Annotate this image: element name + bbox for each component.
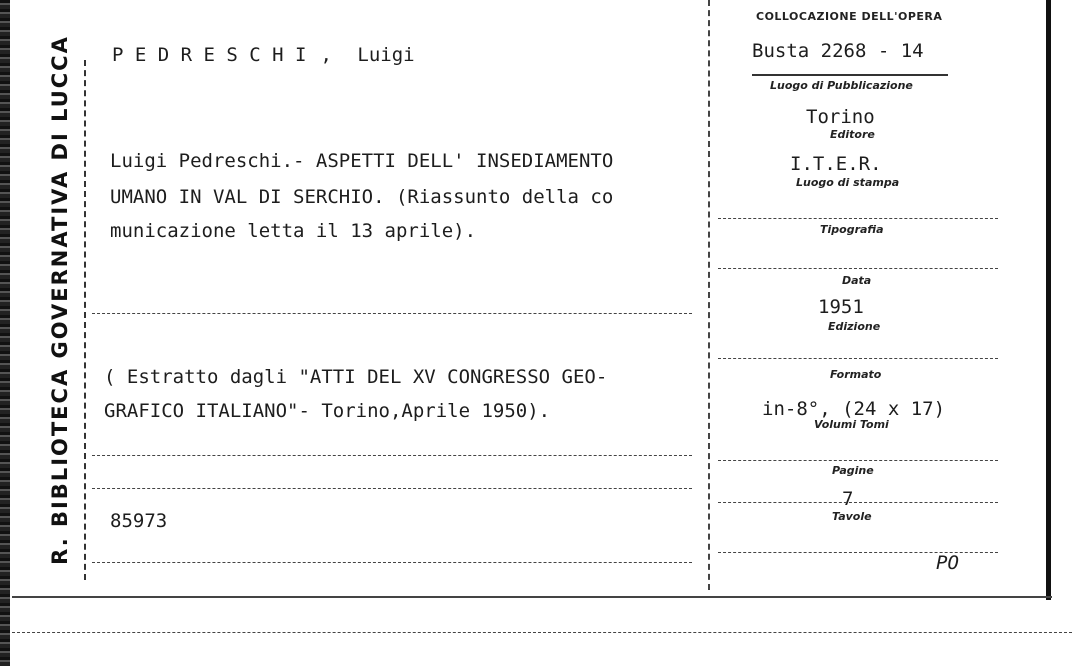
inventory-number: 85973 [110, 510, 168, 532]
rule-line [92, 313, 692, 314]
title-line-2: UMANO IN VAL DI SERCHIO. (Riassunto della co [110, 186, 614, 208]
label-volumi-tomi: Volumi Tomi [814, 418, 889, 431]
author-surname: P E D R E S C H I [112, 44, 307, 66]
rule-line [92, 455, 692, 456]
title-line-3: municazione letta il 13 aprile). [110, 220, 477, 242]
panel-divider [708, 0, 710, 590]
label-tipografia: Tipografia [820, 223, 884, 236]
label-luogo-stampa: Luogo di stampa [796, 176, 900, 189]
author-separator: , [320, 44, 332, 66]
rule-line [718, 502, 998, 503]
scan-edge-left [0, 0, 10, 666]
card-lower-rule [12, 632, 1072, 633]
rule-line [718, 218, 998, 219]
label-formato: Formato [830, 368, 882, 381]
value-editore: I.T.E.R. [790, 153, 882, 175]
collocation-header: COLLOCAZIONE DELL'OPERA [756, 10, 943, 23]
library-side-label: R. BIBLIOTECA GOVERNATIVA DI LUCCA [48, 35, 72, 565]
value-data: 1951 [818, 296, 864, 318]
card-bottom-edge [12, 596, 1052, 598]
rule-line [718, 268, 998, 269]
title-line-1: Luigi Pedreschi.- ASPETTI DELL' INSEDIAMENTO [110, 150, 614, 172]
margin-line [84, 60, 86, 580]
label-data: Data [842, 274, 872, 287]
value-formato: in-8°, (24 x 17) [762, 398, 946, 420]
scan-edge-right [1046, 0, 1051, 600]
value-sigla: PO [936, 552, 959, 574]
label-edizione: Edizione [828, 320, 881, 333]
author-heading [112, 44, 415, 66]
value-luogo-pubblicazione: Torino [806, 106, 875, 128]
author-given-name: Luigi [357, 44, 415, 66]
rule-line [718, 358, 998, 359]
extract-line-1: ( Estratto dagli "ATTI DEL XV CONGRESSO GEO- [104, 366, 608, 388]
label-editore: Editore [830, 128, 875, 141]
label-luogo-pubblicazione: Luogo di Pubblicazione [770, 79, 913, 92]
label-tavole: Tavole [832, 510, 872, 523]
collocation-value: Busta 2268 - 14 [752, 40, 924, 62]
rule-line [718, 460, 998, 461]
value-pagine: 7 [842, 488, 854, 510]
rule-line [92, 562, 692, 563]
label-pagine: Pagine [832, 464, 874, 477]
extract-line-2: GRAFICO ITALIANO"- Torino,Aprile 1950). [104, 400, 551, 422]
rule-line [92, 488, 692, 489]
rule-line [752, 74, 948, 76]
